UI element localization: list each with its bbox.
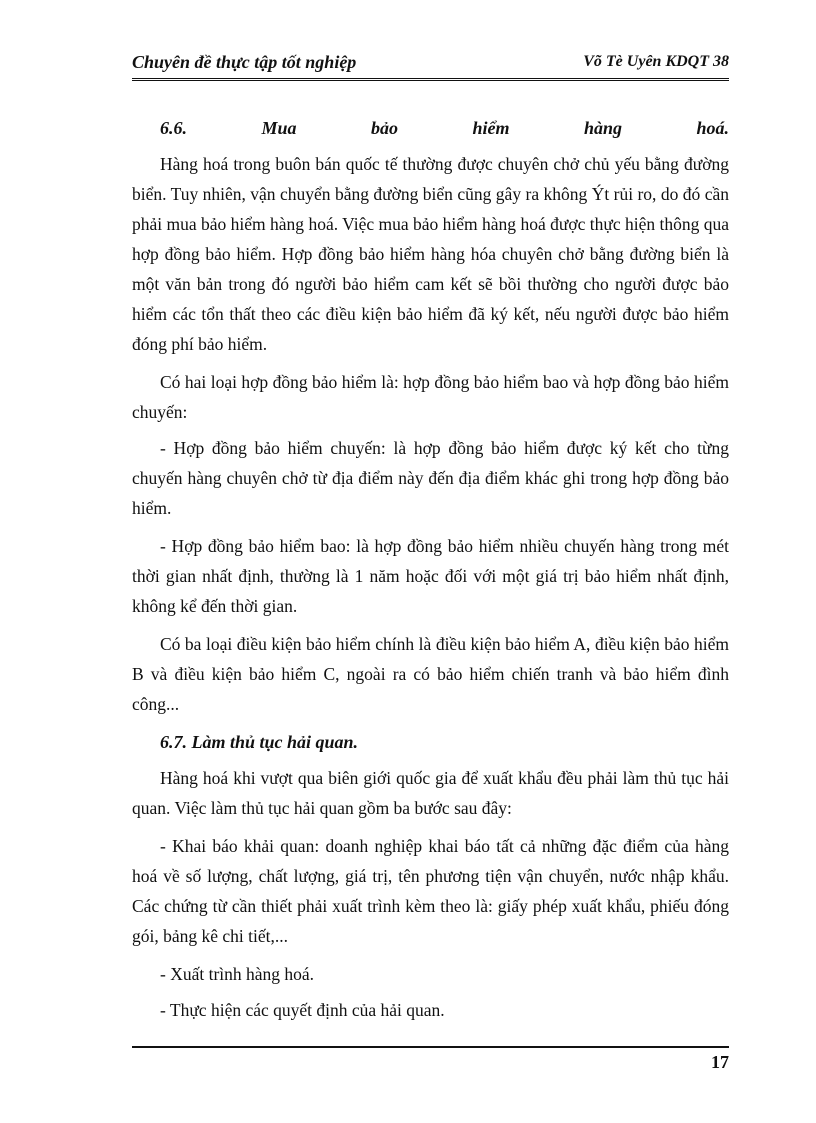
page-header xyxy=(132,50,729,81)
heading-word: 6.6. xyxy=(160,118,187,138)
heading-word: Mua xyxy=(261,118,297,138)
paragraph: - Thực hiện các quyết định của hải quan. xyxy=(160,1000,445,1020)
page-body xyxy=(132,113,729,1033)
paragraph: - Hợp đồng bảo hiểm chuyến: là hợp đồng bảo hiểm được ký kết cho từng chuyến hàng chuyên chở từ địa điểm này đến địa điểm khác ghi trong hợp đồng bảo hiểm. xyxy=(132,438,729,518)
heading-word: hàng xyxy=(583,118,622,138)
section-heading-6-6 xyxy=(132,113,729,143)
paragraph: - Hợp đồng bảo hiểm bao: là hợp đồng bảo hiểm nhiều chuyến hàng trong mét thời gian nhất định, thường là 1 năm hoặc đối với một giá trị bảo hiểm nhất định, không kể đến thời gian. xyxy=(132,536,729,616)
heading-word: bảo xyxy=(370,118,398,138)
paragraph: - Khai báo khải quan: doanh nghiệp khai báo tất cả những đặc điểm của hàng hoá về số lượng, chất lượng, giá trị, tên phương tiện vận chuyển, nước nhập khẩu. Các chứng từ cần thiết phải xuất trình kèm theo là: giấy phép xuất khẩu, phiếu đóng gói, bảng kê chi tiết,... xyxy=(132,836,729,946)
paragraph: Có ba loại điều kiện bảo hiểm chính là điều kiện bảo hiểm A, điều kiện bảo hiểm B và điều kiện bảo hiểm C, ngoài ra có bảo hiểm chiến tranh và bảo hiểm đình công... xyxy=(132,634,729,714)
page-number: 17 xyxy=(711,1052,729,1072)
paragraph: - Xuất trình hàng hoá. xyxy=(160,964,315,984)
heading-word: hoá. xyxy=(696,118,729,138)
paragraph: Hàng hoá trong buôn bán quốc tế thường được chuyên chở chủ yếu bằng đường biển. Tuy nhiên, vận chuyển bằng đường biển cũng gây ra không Ýt rủi ro, do đó cần phải mua bảo hiểm hàng hoá. Việc mua bảo hiểm hàng hoá được thực hiện thông qua hợp đồng bảo hiểm. Hợp đồng bảo hiểm hàng hóa chuyên chở bằng đường biển là một văn bản trong đó người bảo hiểm cam kết sẽ bồi thường cho người được bảo hiểm các tổn thất theo các điều kiện bảo hiểm đã ký kết, nếu người được bảo hiểm đóng phí bảo hiểm. xyxy=(132,154,729,354)
heading-word: hiểm xyxy=(472,118,510,138)
document-title: Chuyên đề thực tập tốt nghiệp xyxy=(132,52,357,72)
paragraph: Hàng hoá khi vượt qua biên giới quốc gia để xuất khẩu đều phải làm thủ tục hải quan. Việc làm thủ tục hải quan gồm ba bước sau đây: xyxy=(132,768,729,818)
section-heading-6-7: 6.7. Làm thủ tục hải quan. xyxy=(160,732,359,752)
paragraph: Có hai loại hợp đồng bảo hiểm là: hợp đồng bảo hiểm bao và hợp đồng bảo hiểm chuyến: xyxy=(132,372,729,422)
author-label: Võ Tè Uyên KDQT 38 xyxy=(583,53,729,70)
footer-divider xyxy=(132,1046,729,1048)
